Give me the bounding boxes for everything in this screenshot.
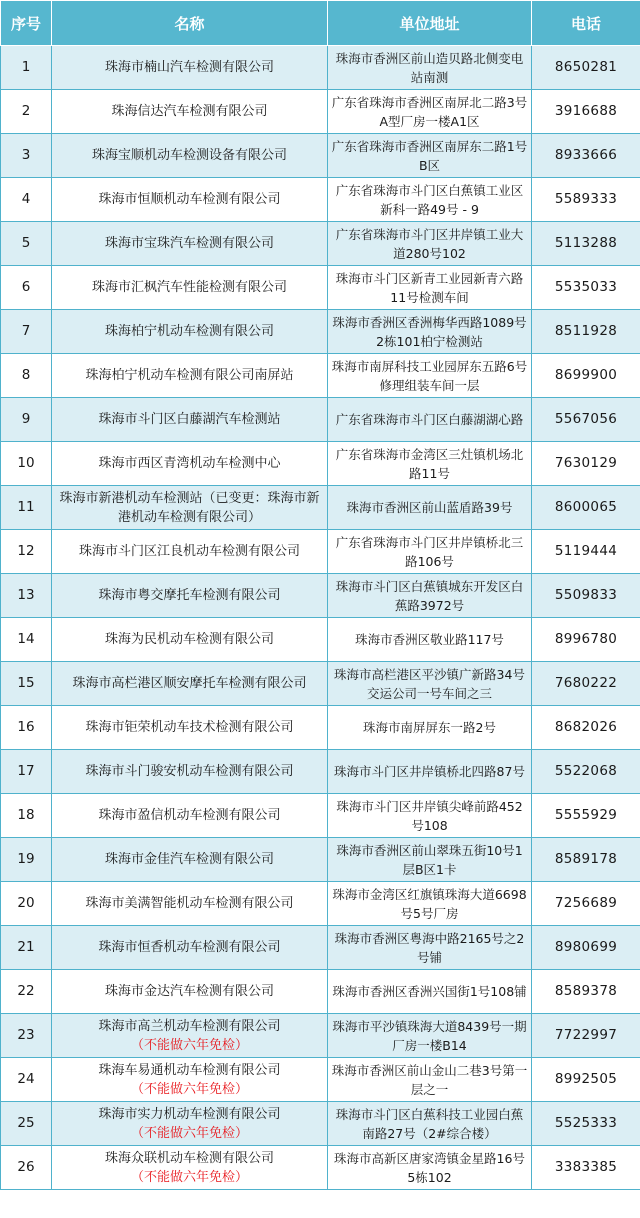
phone-cell: 5589333 [532,178,640,222]
company-name: 珠海市高兰机动车检测有限公司 [98,1018,281,1034]
company-name: 珠海市斗门区江良机动车检测有限公司 [78,544,300,559]
row-number: 24 [1,1058,52,1102]
phone-cell: 5535033 [532,266,640,310]
phone-cell: 7722997 [532,1014,640,1058]
phone-cell: 8682026 [532,706,640,750]
address-cell: 珠海市香洲区前山造贝路北侧变电站南测 [328,46,532,90]
company-name: 珠海市汇枫汽车性能检测有限公司 [91,280,287,295]
address-cell: 珠海市斗门区白蕉镇城东开发区白蕉路3972号 [328,574,532,618]
address-cell: 珠海市斗门区新青工业园新青六路11号检测车间 [328,266,532,310]
phone-cell: 3916688 [532,90,640,134]
table-row [1,222,640,266]
phone-cell: 5119444 [532,530,640,574]
table-row [1,1014,640,1058]
address-cell: 广东省珠海市斗门区井岸镇桥北三路106号 [328,530,532,574]
table-row [1,442,640,486]
phone-cell: 7256689 [532,882,640,926]
company-name: 珠海市美满智能机动车检测有限公司 [85,896,294,911]
company-name-cell [52,46,328,90]
table-row [1,970,640,1014]
address-cell: 广东省珠海市斗门区白蕉镇工业区新科一路49号 - 9 [328,178,532,222]
table-row [1,926,640,970]
row-number: 10 [1,442,52,486]
row-number: 8 [1,354,52,398]
company-name: 珠海市金佳汽车检测有限公司 [104,852,274,867]
company-name-cell [52,486,328,530]
address-cell: 珠海市香洲区前山金山二巷3号第一层之一 [328,1058,532,1102]
phone-cell: 8600065 [532,486,640,530]
row-number: 19 [1,838,52,882]
company-name: 珠海市高栏港区顺安摩托车检测有限公司 [72,676,307,691]
table-row [1,266,640,310]
phone-cell: 5567056 [532,398,640,442]
row-number: 5 [1,222,52,266]
company-name: 珠海市斗门骏安机动车检测有限公司 [85,764,294,779]
company-name-cell [52,1014,328,1058]
address-cell: 珠海市香洲区前山翠珠五街10号1层B区1卡 [328,838,532,882]
address-cell: 珠海市香洲区香洲梅华西路1089号2栋101柏宁检测站 [328,310,532,354]
address-cell: 广东省珠海市斗门区井岸镇工业大道280号102 [328,222,532,266]
company-name: 珠海众联机动车检测有限公司 [104,1150,274,1166]
company-name-cell [52,662,328,706]
table-row [1,618,640,662]
company-name-cell [52,398,328,442]
phone-cell: 5522068 [532,750,640,794]
company-name-cell [52,838,328,882]
company-name: 珠海市恒香机动车检测有限公司 [98,940,281,955]
table-header-row [1,1,640,46]
phone-cell: 7630129 [532,442,640,486]
company-name: 珠海信达汽车检测有限公司 [111,104,268,119]
company-name: 珠海市新港机动车检测站（已变更：珠海市新港机动车检测有限公司） [59,490,320,525]
row-number: 12 [1,530,52,574]
address-cell: 珠海市平沙镇珠海大道8439号一期厂房一楼B14 [328,1014,532,1058]
company-name: 珠海市盈信机动车检测有限公司 [98,808,281,823]
table-row [1,398,640,442]
row-number: 3 [1,134,52,178]
phone-cell: 8996780 [532,618,640,662]
address-cell: 珠海市香洲区敬业路117号 [328,618,532,662]
row-number: 14 [1,618,52,662]
row-number: 2 [1,90,52,134]
company-name: 珠海市金达汽车检测有限公司 [104,984,274,999]
company-name-cell [52,178,328,222]
header-phone: 电话 [532,1,640,46]
table-row [1,354,640,398]
table-row [1,1058,640,1102]
table-row [1,486,640,530]
company-name: 珠海柏宁机动车检测有限公司 [104,324,274,339]
table-row [1,574,640,618]
company-name-cell [52,970,328,1014]
restriction-note: （不能做六年免检） [130,1125,248,1141]
company-name: 珠海市西区青湾机动车检测中心 [98,456,281,471]
row-number: 9 [1,398,52,442]
phone-cell: 5113288 [532,222,640,266]
table-row [1,838,640,882]
company-name-cell [52,618,328,662]
phone-cell: 8980699 [532,926,640,970]
table-row [1,1146,640,1190]
company-name-cell [52,574,328,618]
phone-cell: 8511928 [532,310,640,354]
table-row [1,706,640,750]
table-row [1,662,640,706]
header-address: 单位地址 [328,1,532,46]
row-number: 6 [1,266,52,310]
table-row [1,794,640,838]
address-cell: 珠海市高新区唐家湾镇金星路16号5栋102 [328,1146,532,1190]
address-cell: 珠海市南屏屏东一路2号 [328,706,532,750]
phone-cell: 8699900 [532,354,640,398]
row-number: 17 [1,750,52,794]
company-name-cell [52,222,328,266]
row-number: 25 [1,1102,52,1146]
address-cell: 珠海市香洲区香洲兴国街1号108铺 [328,970,532,1014]
row-number: 15 [1,662,52,706]
row-number: 11 [1,486,52,530]
row-number: 20 [1,882,52,926]
company-name-cell [52,1102,328,1146]
row-number: 22 [1,970,52,1014]
company-name-cell [52,442,328,486]
company-name: 珠海市宝珠汽车检测有限公司 [104,236,274,251]
header-name: 名称 [52,1,328,46]
phone-cell: 5555929 [532,794,640,838]
phone-cell: 7680222 [532,662,640,706]
phone-cell: 5509833 [532,574,640,618]
company-name-cell [52,750,328,794]
row-number: 1 [1,46,52,90]
company-name: 珠海市实力机动车检测有限公司 [98,1106,281,1122]
phone-cell: 5525333 [532,1102,640,1146]
row-number: 23 [1,1014,52,1058]
address-cell: 珠海市南屏科技工业园屏东五路6号修理组装车间一层 [328,354,532,398]
address-cell: 广东省珠海市金湾区三灶镇机场北路11号 [328,442,532,486]
address-cell: 珠海市高栏港区平沙镇广新路34号交运公司一号车间之三 [328,662,532,706]
row-number: 18 [1,794,52,838]
company-name: 珠海为民机动车检测有限公司 [104,632,274,647]
phone-cell: 3383385 [532,1146,640,1190]
table-row [1,530,640,574]
company-name: 珠海市粤交摩托车检测有限公司 [98,588,281,603]
phone-cell: 8589378 [532,970,640,1014]
address-cell: 珠海市香洲区前山蓝盾路39号 [328,486,532,530]
company-name-cell [52,354,328,398]
company-name-cell [52,90,328,134]
company-name-cell [52,134,328,178]
company-name-cell [52,266,328,310]
table-row [1,1102,640,1146]
row-number: 13 [1,574,52,618]
company-name: 珠海市楠山汽车检测有限公司 [104,60,274,75]
address-cell: 广东省珠海市香洲区南屏东二路1号B区 [328,134,532,178]
row-number: 4 [1,178,52,222]
restriction-note: （不能做六年免检） [130,1169,248,1185]
row-number: 16 [1,706,52,750]
restriction-note: （不能做六年免检） [130,1081,248,1097]
phone-cell: 8992505 [532,1058,640,1102]
address-cell: 珠海市香洲区粤海中路2165号之2号铺 [328,926,532,970]
restriction-note: （不能做六年免检） [130,1037,248,1053]
header-no: 序号 [1,1,52,46]
phone-cell: 8650281 [532,46,640,90]
company-name-cell [52,706,328,750]
table-row [1,134,640,178]
table-row [1,882,640,926]
table-row [1,750,640,794]
address-cell: 珠海市斗门区井岸镇尖峰前路452号108 [328,794,532,838]
address-cell: 珠海市斗门区白蕉科技工业园白蕉南路27号（2#综合楼） [328,1102,532,1146]
company-name: 珠海柏宁机动车检测有限公司南屏站 [85,368,294,383]
phone-cell: 8589178 [532,838,640,882]
table-body [1,46,640,1190]
address-cell: 珠海市金湾区红旗镇珠海大道6698号5号厂房 [328,882,532,926]
phone-cell: 8933666 [532,134,640,178]
company-name-cell [52,1058,328,1102]
table-row [1,310,640,354]
address-cell: 珠海市斗门区井岸镇桥北四路87号 [328,750,532,794]
company-name-cell [52,882,328,926]
company-name-cell [52,1146,328,1190]
company-name: 珠海宝顺机动车检测设备有限公司 [91,148,287,163]
company-name: 珠海车易通机动车检测有限公司 [98,1062,281,1078]
address-cell: 广东省珠海市香洲区南屏北二路3号A型厂房一楼A1区 [328,90,532,134]
row-number: 7 [1,310,52,354]
table-row [1,178,640,222]
company-name-cell [52,310,328,354]
table-row [1,90,640,134]
company-name: 珠海市钜荣机动车技术检测有限公司 [85,720,294,735]
table-row [1,46,640,90]
address-cell: 广东省珠海市斗门区白藤湖湖心路 [328,398,532,442]
row-number: 26 [1,1146,52,1190]
company-name-cell [52,530,328,574]
company-name: 珠海市斗门区白藤湖汽车检测站 [98,412,281,427]
row-number: 21 [1,926,52,970]
company-name-cell [52,926,328,970]
company-name: 珠海市恒顺机动车检测有限公司 [98,192,281,207]
company-name-cell [52,794,328,838]
